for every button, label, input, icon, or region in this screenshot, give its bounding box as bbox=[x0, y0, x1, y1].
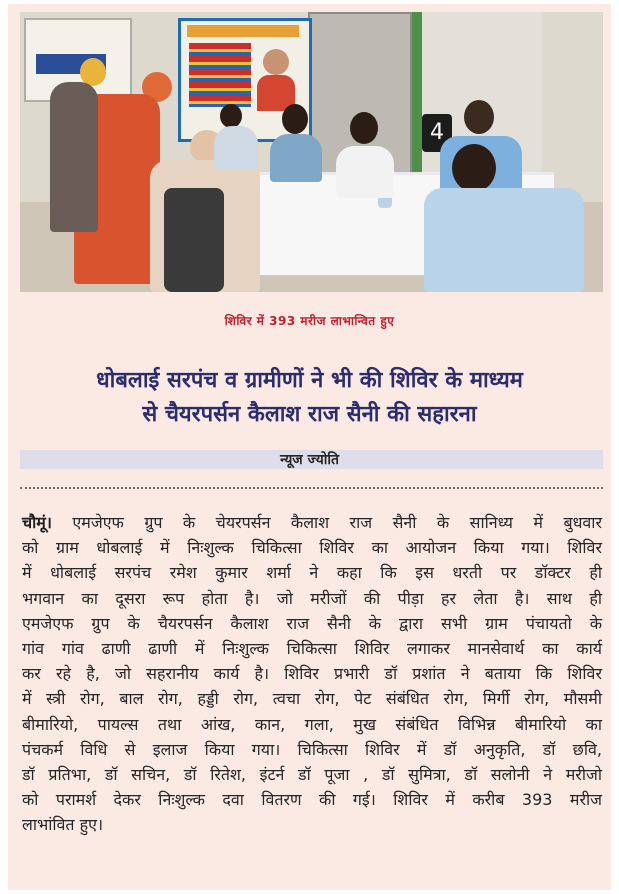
dateline: चौमूं। bbox=[22, 513, 52, 532]
body-line: गांव गांव ढाणी ढाणी में निःशुल्क चिकित्सा शिविर लगाकर मानसेवार्थ का कार्य bbox=[22, 638, 602, 658]
newspaper-clipping bbox=[8, 4, 611, 890]
body-line: डॉ प्रतिभा, डॉ सचिन, डॉ रितेश, इंटर्न डॉ पूजा , डॉ सुमित्रा, डॉ सलोनी ने मरीजो bbox=[22, 764, 602, 784]
article-body bbox=[22, 510, 602, 837]
body-line: चौमूं। एमजेएफ ग्रुप के चेयरपर्सन कैलाश राज सैनी के सानिध्य में बुधवार bbox=[22, 513, 602, 532]
body-line: में स्त्री रोग, बाल रोग, हड्डी रोग, त्वचा रोग, पेट संबंधित रोग, मिर्गी रोग, मौसमी bbox=[22, 689, 602, 709]
headline: शिविर में 393 मरीज लाभान्वित हुए bbox=[224, 314, 395, 328]
dotted-divider bbox=[20, 487, 603, 489]
subheadline-line-2: से चैयरपर्सन कैलाश राज सैनी की सहारना bbox=[142, 402, 477, 427]
body-line: को ग्राम धोबलाई में निःशुल्क चिकित्सा शिविर का आयोजन किया गया। शिविर bbox=[22, 538, 602, 558]
body-line: पंचकर्म विधि से इलाज किया गया। चिकित्सा शिविर में डॉ अनुकृति, डॉ छवि, bbox=[22, 739, 602, 759]
body-line: में धोबलाई सरपंच रमेश कुमार शर्मा ने कहा कि इस धरती पर डॉक्टर ही bbox=[22, 563, 602, 583]
body-line: लाभांवित हुए। bbox=[22, 815, 104, 835]
body-line: को परामर्श देकर निःशुल्क दवा वितरण की गई। शिविर में करीब 393 मरीज bbox=[22, 790, 602, 810]
article-photo bbox=[20, 12, 603, 292]
body-line: एमजेएफ ग्रुप के चैयरपर्सन कैलाश राज सैनी के द्वारा सभी ग्राम पंचायतो के bbox=[22, 613, 602, 633]
body-line: कर रहे है, जो सहरानीय कार्य है। शिविर प्रभारी डॉ प्रशांत ने बताया कि शिविर bbox=[22, 664, 602, 684]
subheadline-line-1: धोबलाई सरपंच व ग्रामीणों ने भी की शिविर के माध्यम bbox=[96, 368, 523, 393]
subheadline bbox=[22, 364, 597, 432]
body-line: भगवान का दूसरा रूप होता है। जो मरीजों की पीड़ा हर लेता है। साथ ही bbox=[22, 588, 602, 608]
byline: न्यूज ज्योति bbox=[280, 452, 339, 468]
body-line: बीमारियो, पायल्स तथा आंख, कान, गला, मुख संबंधित विभिन्न बीमारियो का bbox=[22, 714, 602, 734]
